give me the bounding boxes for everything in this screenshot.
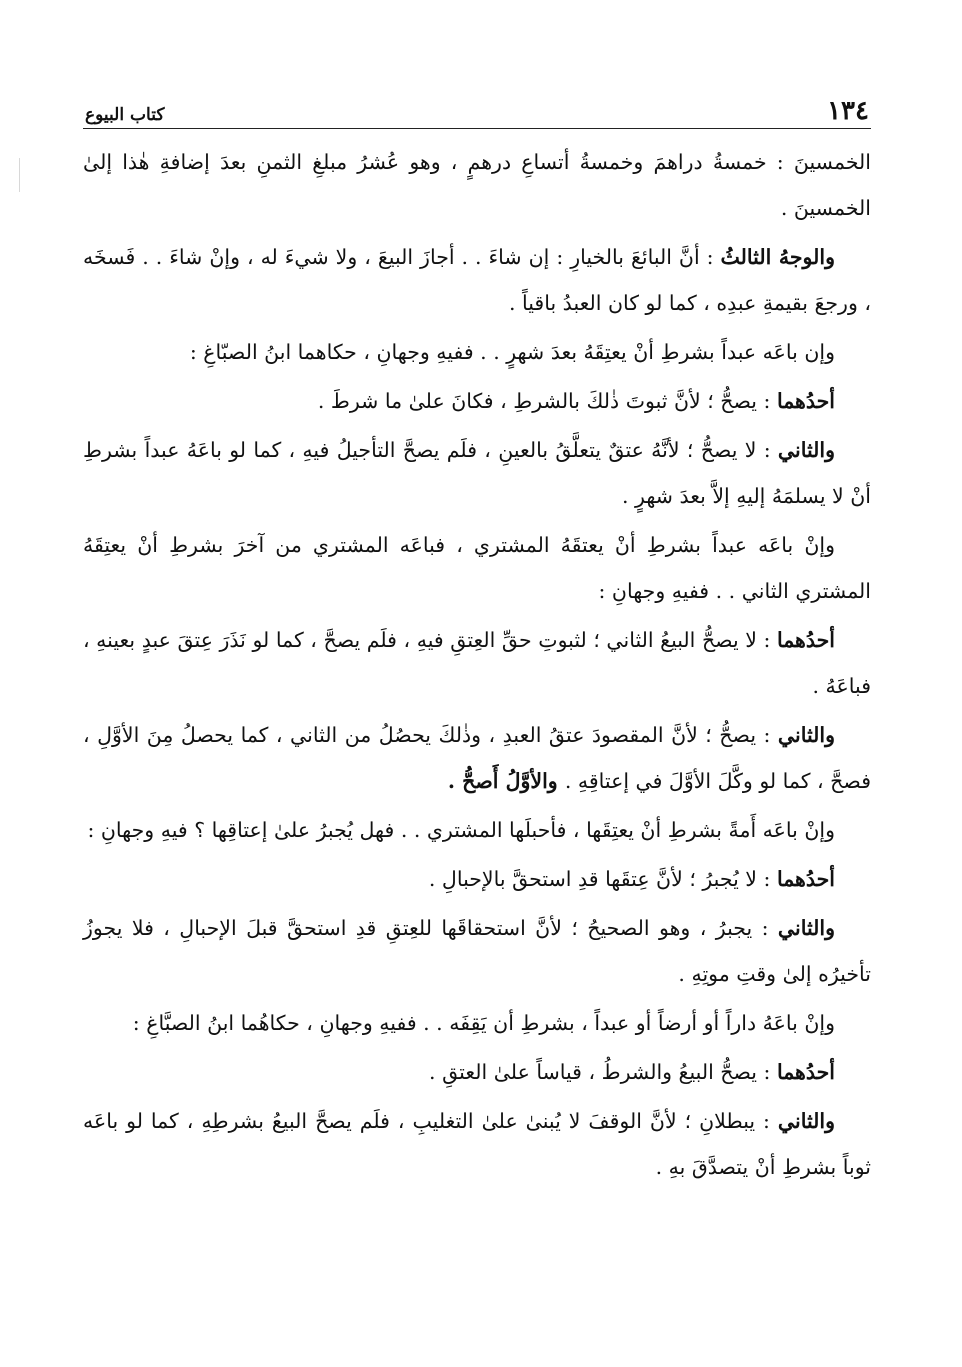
paragraph-text: الخمسينَ : خمسةُ دراهمَ وخمسةُ أتساعِ درهمٍ ، وهو عُشرُ مبلغِ الثمنِ بعدَ إضافةِ هٰذا إلىٰ الخمسينَ . bbox=[83, 150, 871, 220]
paragraph bbox=[83, 234, 871, 326]
paragraph bbox=[83, 378, 871, 424]
page-header bbox=[83, 88, 871, 129]
paragraph-lead: والثاني bbox=[777, 1109, 835, 1133]
paragraph bbox=[83, 1000, 871, 1046]
paragraph bbox=[83, 712, 871, 804]
paragraph bbox=[83, 905, 871, 997]
paragraph bbox=[83, 522, 871, 614]
paragraph-conclusion: والأوَّلُ أَصحُّ . bbox=[447, 769, 565, 793]
paragraph bbox=[83, 329, 871, 375]
paragraph-text: : يصحُّ البيعُ والشرطُ ، قياساً علىٰ العتقِ . bbox=[429, 1060, 777, 1084]
page-number: ١٣٤ bbox=[827, 96, 869, 126]
paragraph-text: : لا يُجبرُ ؛ لأنَّ عِتقَها قدِ استحقَّ بالإحبالِ . bbox=[428, 867, 777, 891]
paragraph bbox=[83, 1098, 871, 1190]
margin-mark bbox=[19, 158, 20, 192]
paragraph-lead: أحدُهما bbox=[776, 867, 835, 891]
paragraph bbox=[83, 807, 871, 853]
paragraph-lead: أحدُهما bbox=[776, 628, 835, 652]
paragraph-lead: والثاني bbox=[777, 723, 835, 747]
paragraph-text: : لا يصحُّ البيعُ الثاني ؛ لثبوتِ حقِّ العِتقِ فيهِ ، فلَم يصحَّ ، كما لو نَذَرَ عِتقَ عبدٍ بعينهِ ، فباعَهُ . bbox=[83, 628, 871, 698]
paragraph-text: : يجبرُ ، وهو الصحيحُ ؛ لأنَّ استحقاقَها للعِتقِ قدِ استحقَّ قبلَ الإحبالِ ، فلا يجوزُ تأخيرُه إلىٰ وقتِ موتِهِ . bbox=[83, 916, 871, 986]
paragraph-text: وإنْ باعَه عبداً بشرطِ أنْ يعتقَهُ المشتري ، فباعَه المشتري من آخرَ بشرطِ أنْ يعتِقَهُ المشتري الثاني . . ففيهِ وجهانِ : bbox=[83, 533, 871, 603]
body-text bbox=[83, 139, 871, 1190]
paragraph-text: : يبطلانِ ؛ لأنَّ الوقفَ لا يُبنىٰ علىٰ التغليبِ ، فلَم يصحَّ البيعُ بشرطِهِ ، كما لو باعَه ثوباً بشرطِ أنْ يتصدَّقَ بهِ . bbox=[83, 1109, 871, 1179]
paragraph bbox=[83, 856, 871, 902]
paragraph-lead: أحدُهما bbox=[776, 1060, 835, 1084]
paragraph bbox=[83, 139, 871, 231]
paragraph-text: : يصحُّ ؛ لأنَّ المقصودَ عتقُ العبدِ ، وذٰلكَ يحصُلُ من الثاني ، كما يحصلُ مِنَ الأوَّلِ ، فصحَّ ، كما لو وكَّلَ الأوَّلَ في إعتاقِهِ . bbox=[83, 723, 871, 793]
paragraph-text: : يصحُّ ؛ لأنَّ ثبوتَ ذٰلكَ بالشرطِ ، فكانَ علىٰ ما شرطَ . bbox=[317, 389, 777, 413]
paragraph-lead: والثاني bbox=[777, 438, 835, 462]
paragraph-text: وإن باعَه عبداً بشرطِ أنْ يعتِقَهُ بعدَ شهرٍ . . ففيهِ وجهانِ ، حكاهما ابنُ الصبّاغِ : bbox=[189, 340, 835, 364]
paragraph-text: وإنْ باعَه أَمةً بشرطِ أنْ يعتِقَها ، فأحبلَها المشتري . . فهل يُجبرُ علىٰ إعتاقِها ؟ فيهِ وجهانِ : bbox=[87, 818, 835, 842]
paragraph-text: : أنَّ البائعَ بالخيارِ : إن شاءَ . . أجازَ البيعَ ، ولا شيءَ له ، وإنْ شاءَ . . فَسخَه ، ورجعَ بقيمةِ عبدِه ، كما لو كان العبدُ باقياً . bbox=[83, 245, 871, 315]
paragraph-lead: والوجهُ الثالثُ bbox=[720, 245, 835, 269]
book-page bbox=[83, 88, 871, 1193]
paragraph bbox=[83, 1049, 871, 1095]
running-title: كتاب البيوع bbox=[85, 105, 165, 125]
paragraph-text: وإنْ باعَهُ داراً أو أرضاً أو عبداً ، بشرطِ أن يَقِفَه . . ففيهِ وجهانِ ، حكاهُما ابنُ الصبَّاغِ : bbox=[132, 1011, 835, 1035]
paragraph-text: : لا يصحُّ ؛ لأنَّهُ عتقٌ يتعلَّقُ بالعينِ ، فلَم يصحَّ التأجيلُ فيهِ ، كما لو باعَهُ عبداً بشرطِ أنْ لا يسلمَهُ إليهِ إلاَّ بعدَ شهرٍ . bbox=[83, 438, 871, 508]
paragraph-lead: والثاني bbox=[777, 916, 835, 940]
paragraph bbox=[83, 617, 871, 709]
paragraph bbox=[83, 427, 871, 519]
paragraph-lead: أحدُهما bbox=[776, 389, 835, 413]
